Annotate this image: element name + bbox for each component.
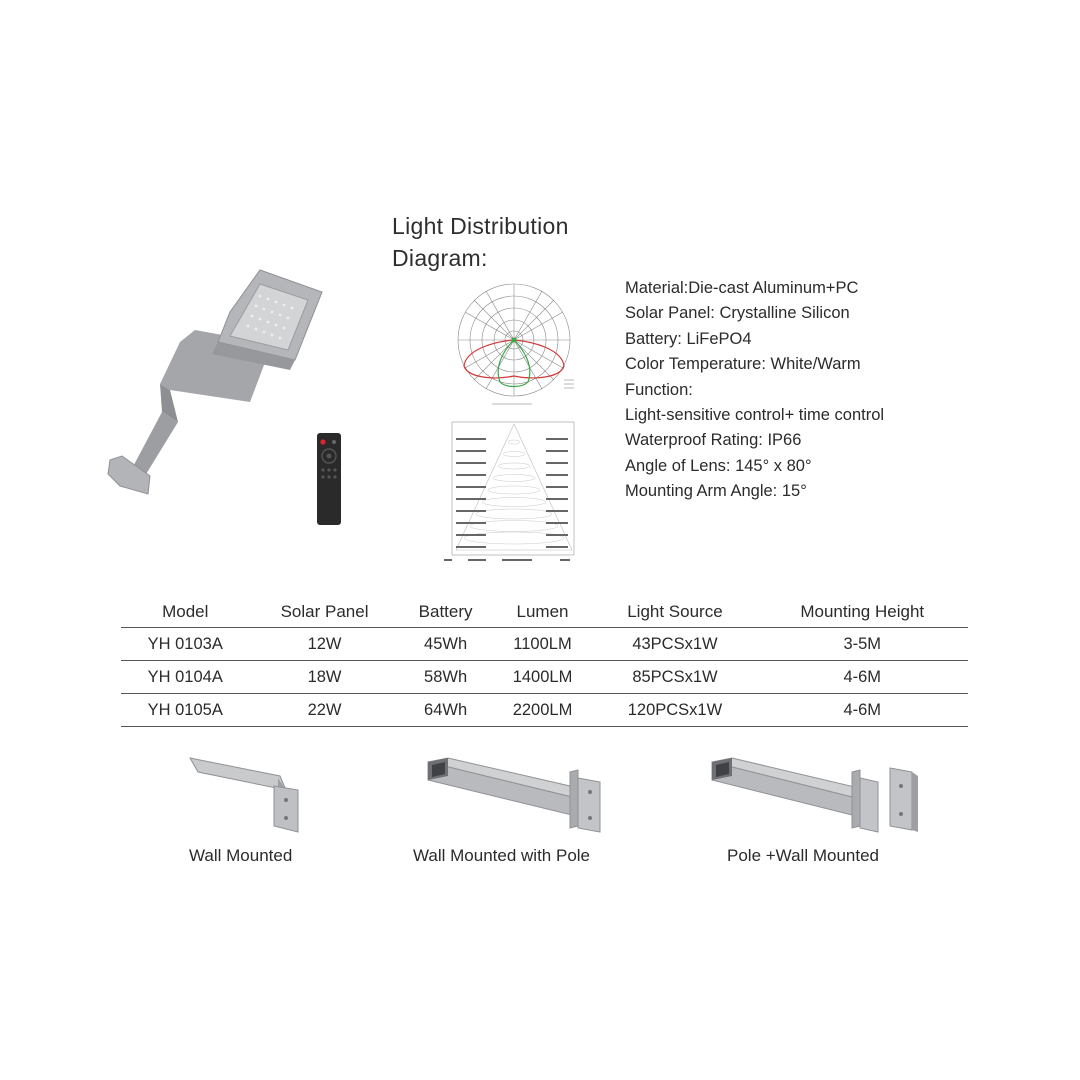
cell-model: YH 0105A — [121, 694, 249, 727]
spec-lens-angle: Angle of Lens: 145° x 80° — [625, 456, 812, 475]
spec-mounting-arm-angle: Mounting Arm Angle: 15° — [625, 482, 807, 501]
spec-battery: Battery: LiFePO4 — [625, 329, 752, 348]
table-row — [121, 694, 968, 727]
polar-distribution-diagram — [452, 280, 587, 412]
mount-label-wall-with-pole: Wall Mounted with Pole — [413, 846, 591, 865]
mount-label-wall: Wall Mounted — [189, 846, 293, 865]
spec-material: Material:Die-cast Aluminum+PC — [625, 279, 859, 297]
cell-light-source: 120PCSx1W — [593, 694, 756, 727]
header-mounting-height: Mounting Height — [800, 602, 925, 621]
cell-battery: 58Wh — [400, 661, 492, 694]
table-row — [121, 661, 968, 694]
cell-mounting-height: 4-6M — [756, 661, 968, 694]
mount-label-pole-wall: Pole +Wall Mounted — [727, 846, 879, 865]
spec-function-value: Light-sensitive control+ time control — [625, 406, 885, 425]
street-light-product-image — [100, 262, 325, 497]
light-distribution-title-line2: Diagram: — [392, 245, 488, 271]
header-light-source: Light Source — [627, 602, 723, 621]
header-lumen: Lumen — [516, 602, 569, 621]
cell-mounting-height: 4-6M — [756, 694, 968, 727]
cell-light-source: 85PCSx1W — [593, 661, 756, 694]
header-battery: Battery — [418, 602, 473, 621]
table-row — [121, 628, 968, 661]
remote-control-image — [312, 430, 346, 528]
pole-and-wall-mount-image — [706, 756, 926, 836]
cell-lumen: 1100LM — [492, 628, 594, 661]
light-distribution-title-line1: Light Distribution — [392, 213, 569, 239]
model-spec-table — [121, 597, 968, 727]
spec-waterproof-rating: Waterproof Rating: IP66 — [625, 431, 802, 450]
specifications-list — [625, 276, 884, 505]
header-model: Model — [162, 602, 209, 621]
cell-lumen: 2200LM — [492, 694, 594, 727]
wall-mount-bracket-image — [186, 756, 306, 836]
spec-color-temperature: Color Temperature: White/Warm — [625, 355, 861, 374]
spec-solar-panel: Solar Panel: Crystalline Silicon — [625, 304, 850, 323]
spec-function-label: Function: — [625, 380, 693, 399]
header-solar-panel: Solar Panel — [280, 602, 369, 621]
cell-solar-panel: 22W — [249, 694, 399, 727]
cell-mounting-height: 3-5M — [756, 628, 968, 661]
wall-mount-with-pole-image — [420, 756, 610, 836]
cell-model: YH 0104A — [121, 661, 249, 694]
cell-solar-panel: 12W — [249, 628, 399, 661]
cell-light-source: 43PCSx1W — [593, 628, 756, 661]
cell-lumen: 1400LM — [492, 661, 594, 694]
cell-battery: 64Wh — [400, 694, 492, 727]
cell-solar-panel: 18W — [249, 661, 399, 694]
illuminance-cone-diagram — [442, 420, 577, 565]
table-header-row — [121, 597, 968, 628]
cell-model: YH 0103A — [121, 628, 249, 661]
cell-battery: 45Wh — [400, 628, 492, 661]
light-distribution-title — [392, 210, 569, 274]
